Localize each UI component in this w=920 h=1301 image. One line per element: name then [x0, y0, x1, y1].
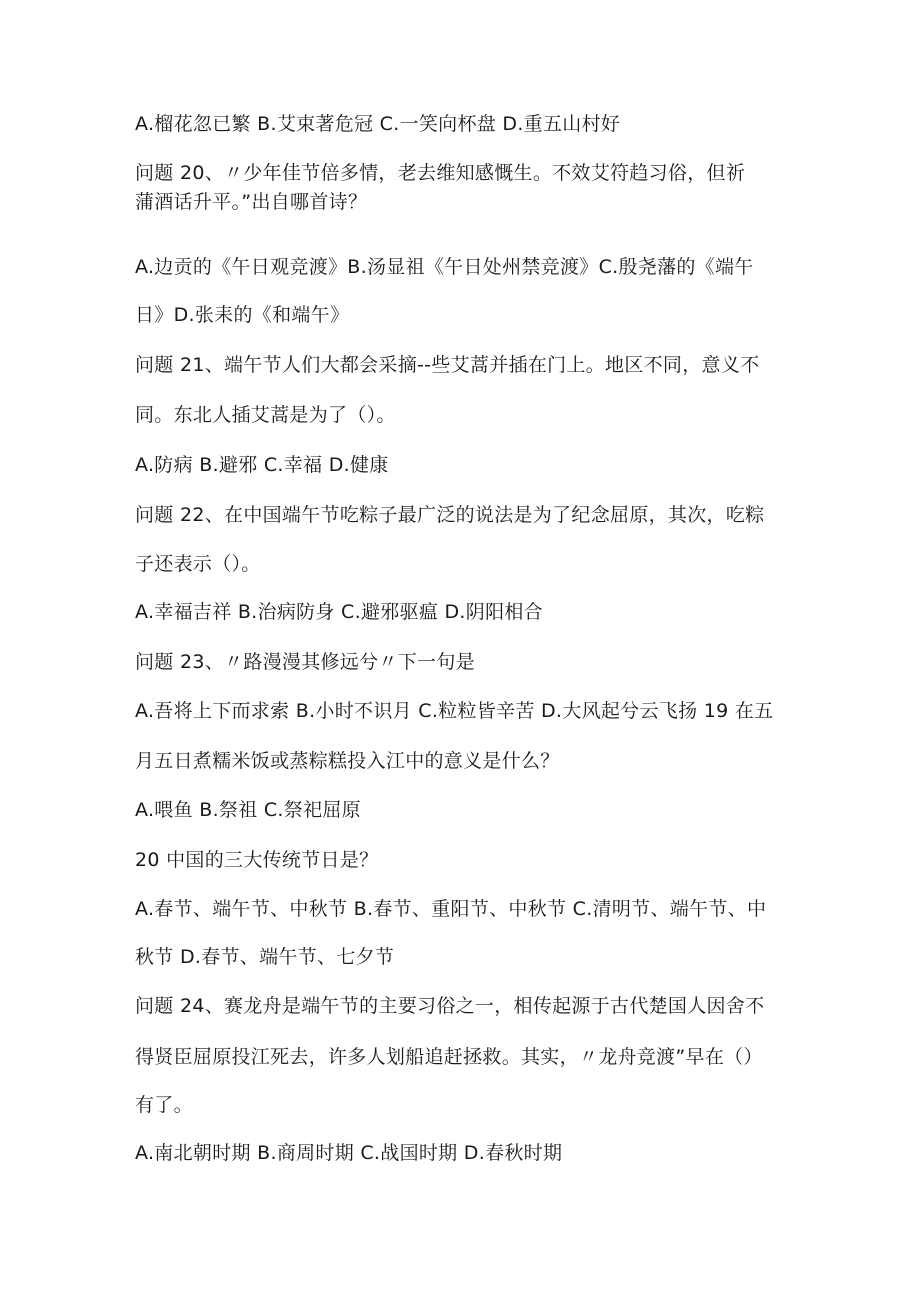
question-24-line-2: 得贤臣屈原投江死去，许多人划船追赶拯救。其实，〃龙舟竞渡”早在（）: [135, 1046, 763, 1068]
question-21-line-2: 同。东北人插艾蒿是为了（）。: [135, 404, 396, 426]
question-20-line-2: 蒲酒话升平。”出自哪首诗？: [135, 191, 368, 213]
answer-options-21: A.防病 B.避邪 C.幸福 D.健康: [135, 454, 389, 476]
answer-options-24: A.南北朝时期 B.商周时期 C.战国时期 D.春秋时期: [135, 1142, 563, 1164]
question-21-line-1: 问题 21、端午节人们大都会采摘--些艾蒿并插在门上。地区不同，意义不: [135, 354, 760, 376]
answer-options-19: A.榴花忽已繁 B.艾束著危冠 C.一笑向杯盘 D.重五山村好: [135, 113, 621, 135]
question-22-line-2: 子还表示（）。: [135, 553, 261, 575]
question-23: 问题 23、〃路漫漫其修远兮〃下一句是: [135, 651, 475, 673]
answer-options-20b-line-1: A.春节、端午节、中秋节 B.春节、重阳节、中秋节 C.清明节、端午节、中: [135, 898, 767, 920]
answer-options-23-line-1: A.吾将上下而求索 B.小时不识月 C.粒粒皆辛苦 D.大风起兮云飞扬 19 在五: [135, 700, 774, 722]
question-24-line-3: 有了。: [135, 1094, 193, 1116]
question-22-line-1: 问题 22、在中国端午节吃粽子最广泛的说法是为了纪念屈原，其次，吃粽: [135, 504, 765, 526]
answer-options-20b-line-2: 秋节 D.春节、端午节、七夕节: [135, 946, 395, 968]
answer-options-22: A.幸福吉祥 B.治病防身 C.避邪驱瘟 D.阴阳相合: [135, 601, 543, 623]
question-20-line-1: 问题 20、〃少年佳节倍多情，老去维知感慨生。不效艾符趋习俗，但祈: [135, 162, 746, 184]
question-20b: 20 中国的三大传统节日是？: [135, 849, 379, 871]
answer-options-20-line-1: A.边贡的《午日观竞渡》B.汤显祖《午日处州禁竞渡》C.殷尧藩的《端午: [135, 256, 754, 278]
answer-options-23-line-2: 月五日煮糯米饭或蒸粽糕投入江中的意义是什么？: [135, 750, 560, 772]
answer-options-19b: A.喂鱼 B.祭祖 C.祭祀屈原: [135, 799, 361, 821]
answer-options-20-line-2: 日》D.张耒的《和端午》: [135, 304, 350, 326]
question-24-line-1: 问题 24、赛龙舟是端午节的主要习俗之一，相传起源于古代楚国人因舍不: [135, 995, 765, 1017]
